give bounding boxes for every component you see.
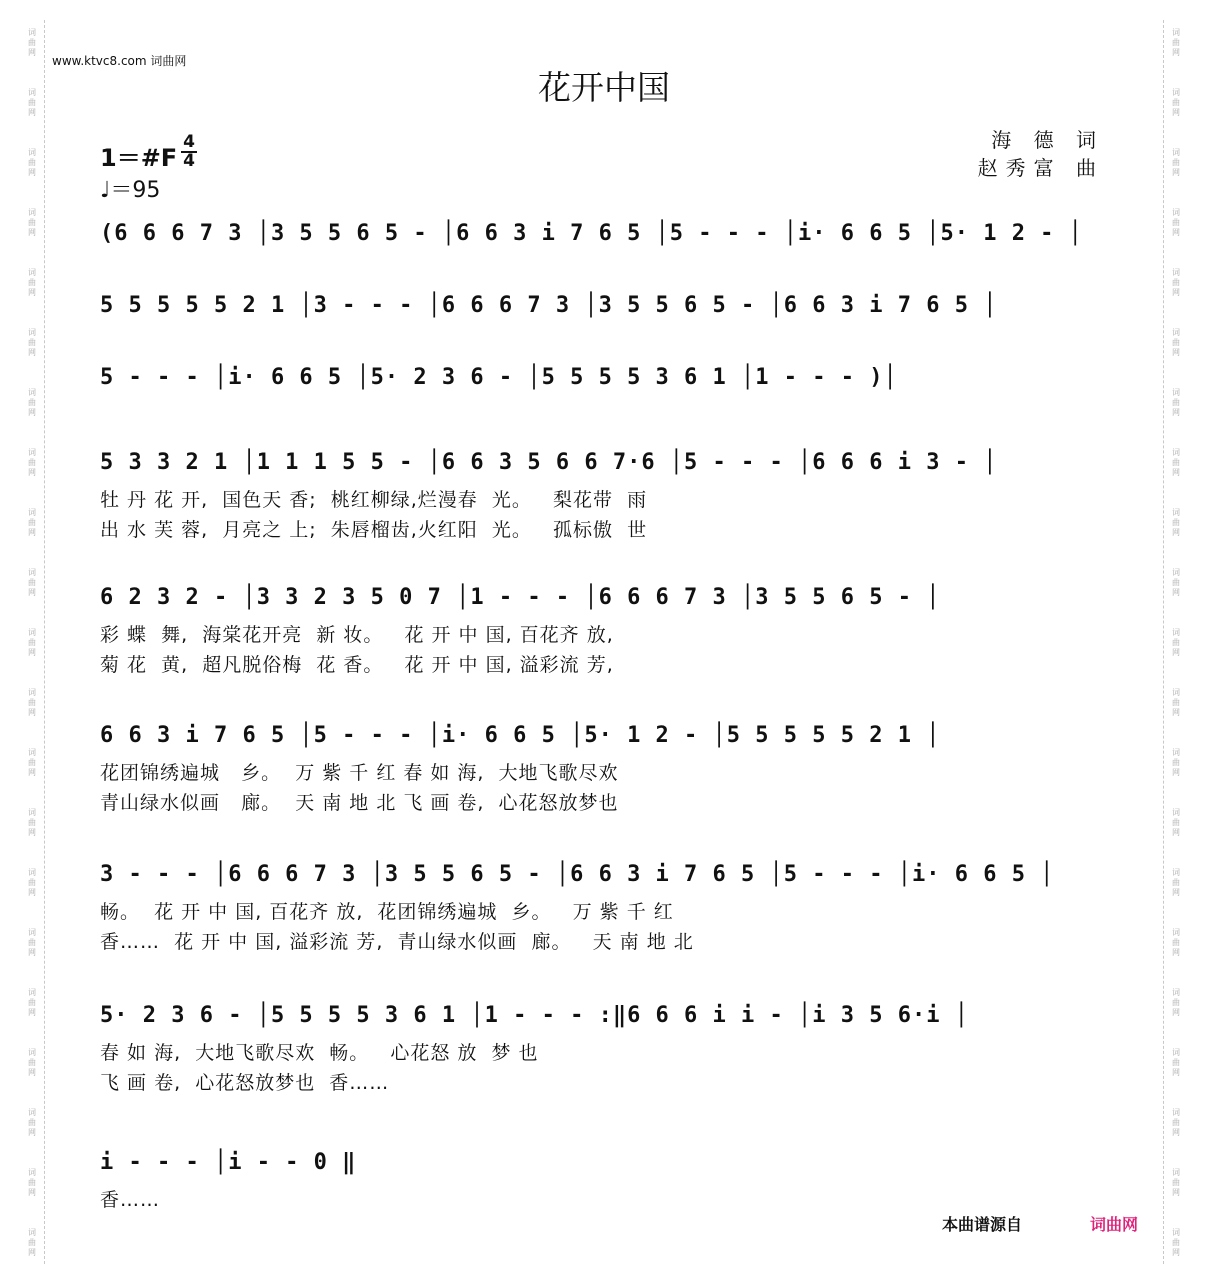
watermark-mark: 词 曲 网 xyxy=(1172,88,1180,117)
watermark-mark: 词 曲 网 xyxy=(1172,688,1180,717)
notes-line: 5 5 5 5 5 2 1 │3 - - - │6 6 6 7 3 │3 5 5 6 5 - │6 6 3 i 7 6 5 │ xyxy=(100,292,998,318)
watermark-mark: 词 曲 网 xyxy=(1172,388,1180,417)
watermark-mark: 词 曲 网 xyxy=(28,1228,36,1257)
lyric-line: 香…… xyxy=(100,1189,161,1211)
lyric-line: 春 如 海, 大地飞歌尽欢 畅。 心花怒 放 梦 也 xyxy=(100,1042,539,1064)
notes-line: i - - - │i - - 0 ‖ xyxy=(100,1149,357,1175)
time-signature: 4 4 xyxy=(181,134,197,170)
watermark-mark: 词 曲 网 xyxy=(1172,1168,1180,1197)
watermark-mark: 词 曲 网 xyxy=(1172,1048,1180,1077)
lyric-line: 菊 花 黄, 超凡脱俗梅 花 香。 花 开 中 国, 溢彩流 芳, xyxy=(100,654,614,676)
right-watermark-strip xyxy=(1163,20,1186,1264)
left-watermark-strip xyxy=(22,20,45,1264)
staff-row xyxy=(100,1145,1110,1179)
watermark-mark: 词 曲 网 xyxy=(28,748,36,777)
site-url: www.ktvc8.com 词曲网 xyxy=(52,54,187,68)
staff-row xyxy=(100,360,1110,394)
staff-row xyxy=(100,998,1110,1032)
watermark-mark: 词 曲 网 xyxy=(1172,568,1180,597)
lyric-line: 出 水 芙 蓉, 月亮之 上; 朱唇榴齿,火红阳 光。 孤标傲 世 xyxy=(100,519,648,541)
watermark-mark: 词 曲 网 xyxy=(1172,928,1180,957)
watermark-mark: 词 曲 网 xyxy=(28,448,36,477)
footer-logo: 词曲网 xyxy=(1090,1215,1139,1234)
watermark-mark: 词 曲 网 xyxy=(1172,988,1180,1017)
watermark-mark: 词 曲 网 xyxy=(1172,328,1180,357)
staff-row xyxy=(100,580,1110,614)
watermark-mark: 词 曲 网 xyxy=(28,1108,36,1137)
staff-row xyxy=(100,445,1110,479)
lyric-line: 畅。 花 开 中 国, 百花齐 放, 花团锦绣遍城 乡。 万 紫 千 红 xyxy=(100,901,674,923)
tempo-mark: ♩＝95 xyxy=(100,178,161,203)
watermark-mark: 词 曲 网 xyxy=(28,688,36,717)
lyric-line: 香…… 花 开 中 国, 溢彩流 芳, 青山绿水似画 廊。 天 南 地 北 xyxy=(100,931,694,953)
watermark-mark: 词 曲 网 xyxy=(1172,1108,1180,1137)
lyric-line: 彩 蝶 舞, 海棠花开亮 新 妆。 花 开 中 国, 百花齐 放, xyxy=(100,624,614,646)
watermark-mark: 词 曲 网 xyxy=(28,388,36,417)
watermark-mark: 词 曲 网 xyxy=(1172,28,1180,57)
lyric-line: 牡 丹 花 开, 国色天 香; 桃红柳绿,烂漫春 光。 梨花带 雨 xyxy=(100,489,648,511)
staff-row xyxy=(100,288,1110,322)
watermark-mark: 词 曲 网 xyxy=(1172,628,1180,657)
notes-line: 5 3 3 2 1 │1 1 1 5 5 - │6 6 3 5 6 6 7·6 │5 - - - │6 6 6 i 3 - │ xyxy=(100,449,998,475)
watermark-mark: 词 曲 网 xyxy=(28,148,36,177)
notes-line: 6 6 3 i 7 6 5 │5 - - - │i· 6 6 5 │5· 1 2 - │5 5 5 5 5 2 1 │ xyxy=(100,722,941,748)
watermark-mark: 词 曲 网 xyxy=(28,28,36,57)
watermark-mark: 词 曲 网 xyxy=(28,268,36,297)
lyric-line: 飞 画 卷, 心花怒放梦也 香…… xyxy=(100,1072,390,1094)
watermark-mark: 词 曲 网 xyxy=(1172,868,1180,897)
footer-label: 本曲谱源自 xyxy=(942,1215,1023,1234)
watermark-mark: 词 曲 网 xyxy=(1172,268,1180,297)
lyricist: 海 德 词 xyxy=(991,128,1104,152)
watermark-mark: 词 曲 网 xyxy=(28,928,36,957)
credits xyxy=(978,126,1104,182)
lyric-line: 青山绿水似画 廊。 天 南 地 北 飞 画 卷, 心花怒放梦也 xyxy=(100,792,619,814)
composer: 赵秀富 曲 xyxy=(977,156,1104,180)
watermark-mark: 词 曲 网 xyxy=(28,1168,36,1197)
watermark-mark: 词 曲 网 xyxy=(28,328,36,357)
watermark-mark: 词 曲 网 xyxy=(28,568,36,597)
notes-line: 3 - - - │6 6 6 7 3 │3 5 5 6 5 - │6 6 3 i 7 6 5 │5 - - - │i· 6 6 5 │ xyxy=(100,861,1055,887)
lyric-line: 花团锦绣遍城 乡。 万 紫 千 红 春 如 海, 大地飞歌尽欢 xyxy=(100,762,619,784)
watermark-mark: 词 曲 网 xyxy=(28,808,36,837)
page-title: 花开中国 xyxy=(538,68,670,107)
watermark-mark: 词 曲 网 xyxy=(1172,748,1180,777)
notes-line: 5· 2 3 6 - │5 5 5 5 3 6 1 │1 - - - :‖6 6 6 i i - │i 3 5 6·i │ xyxy=(100,1002,969,1028)
watermark-mark: 词 曲 网 xyxy=(1172,508,1180,537)
key-signature: 1＝#F xyxy=(100,144,178,172)
watermark-mark: 词 曲 网 xyxy=(28,628,36,657)
watermark-mark: 词 曲 网 xyxy=(1172,808,1180,837)
watermark-mark: 词 曲 网 xyxy=(28,1048,36,1077)
watermark-mark: 词 曲 网 xyxy=(28,208,36,237)
notes-line: 5 - - - │i· 6 6 5 │5· 2 3 6 - │5 5 5 5 3 6 1 │1 - - - )│ xyxy=(100,364,898,390)
watermark-mark: 词 曲 网 xyxy=(1172,1228,1180,1257)
watermark-mark: 词 曲 网 xyxy=(1172,148,1180,177)
watermark-mark: 词 曲 网 xyxy=(28,88,36,117)
watermark-mark: 词 曲 网 xyxy=(1172,448,1180,477)
watermark-mark: 词 曲 网 xyxy=(1172,208,1180,237)
watermark-mark: 词 曲 网 xyxy=(28,988,36,1017)
watermark-mark: 词 曲 网 xyxy=(28,508,36,537)
staff-row xyxy=(100,216,1110,250)
watermark-mark: 词 曲 网 xyxy=(28,868,36,897)
notes-line: 6 2 3 2 - │3 3 2 3 5 0 7 │1 - - - │6 6 6 7 3 │3 5 5 6 5 - │ xyxy=(100,584,941,610)
notes-line: (6 6 6 7 3 │3 5 5 6 5 - │6 6 3 i 7 6 5 │5 - - - │i· 6 6 5 │5· 1 2 - │ xyxy=(100,220,1083,246)
staff-row xyxy=(100,857,1110,891)
staff-row xyxy=(100,718,1110,752)
